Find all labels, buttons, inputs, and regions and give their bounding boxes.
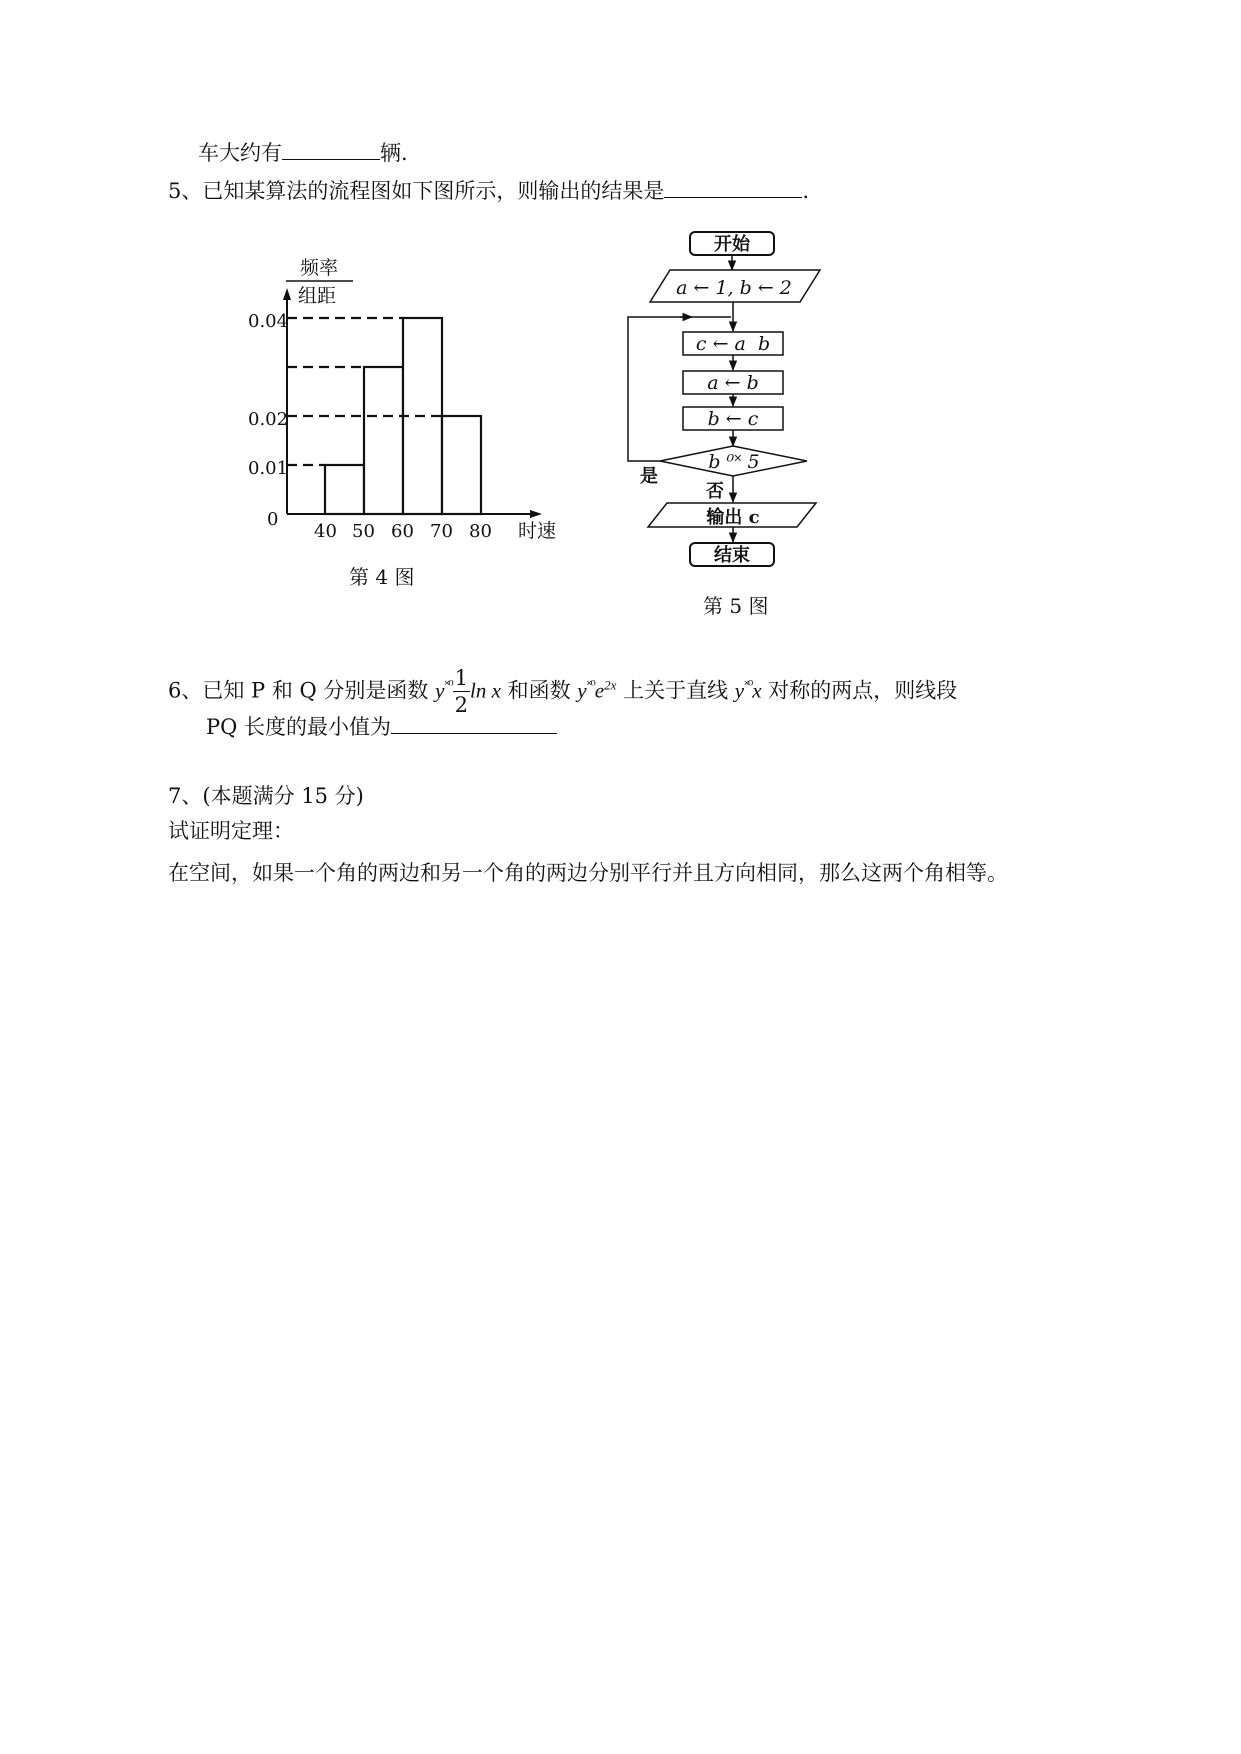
- histogram-bar-50-60: [364, 367, 403, 514]
- q4-tail-line: [198, 137, 408, 167]
- q6-line-rhs: x: [752, 678, 762, 703]
- figure4-ytick-001: 0.01: [248, 458, 289, 479]
- figure4-ylabel-num: 频率: [300, 257, 339, 279]
- q5-line: [168, 175, 809, 205]
- flow-yes-label: 是: [640, 466, 658, 487]
- q6-fn2-base: e: [594, 678, 605, 703]
- q6-fn2-exp: 2x: [604, 677, 617, 693]
- figure5-flowchart: [620, 226, 830, 576]
- q6-text4: 对称的两点，则线段: [761, 678, 958, 703]
- q7-statement: 在空间，如果一个角的两边和另一个角的两边分别平行并且方向相同，那么这两个角相等。: [168, 861, 1008, 885]
- q6-fn1-garble: ˟⁰: [444, 678, 453, 694]
- q7-statement-line: [168, 857, 1008, 887]
- q6-text1: 已知 P 和 Q 分别是函数: [202, 678, 436, 703]
- flow-no-label: 否: [706, 481, 724, 502]
- figure4-xtick-70: 70: [430, 521, 453, 542]
- q6-line1: [168, 668, 957, 716]
- q6-line-var: y: [734, 678, 745, 703]
- flow-decision-label: b ⁰˟ 5: [708, 451, 760, 473]
- figure4-xlabel: 时速: [518, 520, 557, 542]
- figure4-xtick-50: 50: [352, 521, 375, 542]
- q6-frac-num: 1: [454, 666, 468, 690]
- q6-line2-text: PQ 长度的最小值为: [206, 715, 392, 739]
- q7-number: 7、: [168, 784, 203, 808]
- q6-fn2-garble: ˟⁰: [586, 678, 595, 694]
- q4-tail-text: 车大约有: [198, 141, 282, 165]
- q6-frac-den: 2: [454, 693, 468, 717]
- q6-text3: 上关于直线: [616, 678, 735, 703]
- q6-line-garble: ˟⁰: [744, 678, 753, 694]
- flow-end-label: 结束: [714, 545, 750, 566]
- histogram-bar-40-50: [325, 465, 364, 514]
- q7-prompt-line: [168, 815, 294, 845]
- figure4-xtick-80: 80: [469, 521, 492, 542]
- q6-answer-blank: [391, 713, 557, 734]
- q7-header: (本题满分 15 分): [202, 784, 364, 808]
- flow-start-label: 开始: [714, 234, 750, 255]
- figure4-y-arrow: [283, 288, 291, 300]
- q6-fn1-var: y: [435, 678, 445, 703]
- figure4-ytick-002: 0.02: [248, 409, 289, 430]
- q5-number: 5、: [168, 179, 203, 203]
- figure4-ytick-004: 0.04: [248, 311, 289, 332]
- flow-step3-label: b ← c: [707, 408, 759, 430]
- q7-prompt: 试证明定理：: [168, 819, 294, 843]
- figure5-caption: 第 5 图: [703, 594, 769, 618]
- figure4-x-arrow: [530, 510, 542, 518]
- q6-number: 6、: [168, 678, 203, 703]
- q6-line2: [206, 711, 557, 741]
- figure4-ytick-0: 0: [267, 509, 279, 530]
- q4-tail-unit: 辆.: [380, 141, 408, 165]
- figure4-ylabel-den: 组距: [298, 285, 337, 307]
- q7-header-line: [168, 780, 364, 810]
- q6-text2: 和函数: [500, 678, 578, 703]
- q6-fraction: [453, 668, 470, 716]
- figure4-caption: 第 4 图: [349, 565, 415, 589]
- q4-answer-blank: [282, 139, 380, 160]
- q5-answer-blank: [664, 177, 802, 198]
- figure4-histogram: [230, 250, 570, 560]
- figure4-xtick-60: 60: [391, 521, 414, 542]
- q6-fn1-rest: ln x: [470, 678, 501, 703]
- q5-text: 已知某算法的流程图如下图所示，则输出的结果是: [202, 179, 665, 203]
- flow-step2-label: a ← b: [707, 372, 759, 394]
- q5-end: .: [802, 179, 810, 203]
- flow-output-label: 输出 c: [706, 507, 760, 528]
- flow-step1-label: c ← a b: [695, 333, 771, 355]
- q6-fn2-var: y: [577, 678, 587, 703]
- figure4-xtick-40: 40: [314, 521, 337, 542]
- flow-init-label: a ← 1, b ← 2: [676, 277, 792, 299]
- histogram-bar-70-80: [442, 416, 481, 514]
